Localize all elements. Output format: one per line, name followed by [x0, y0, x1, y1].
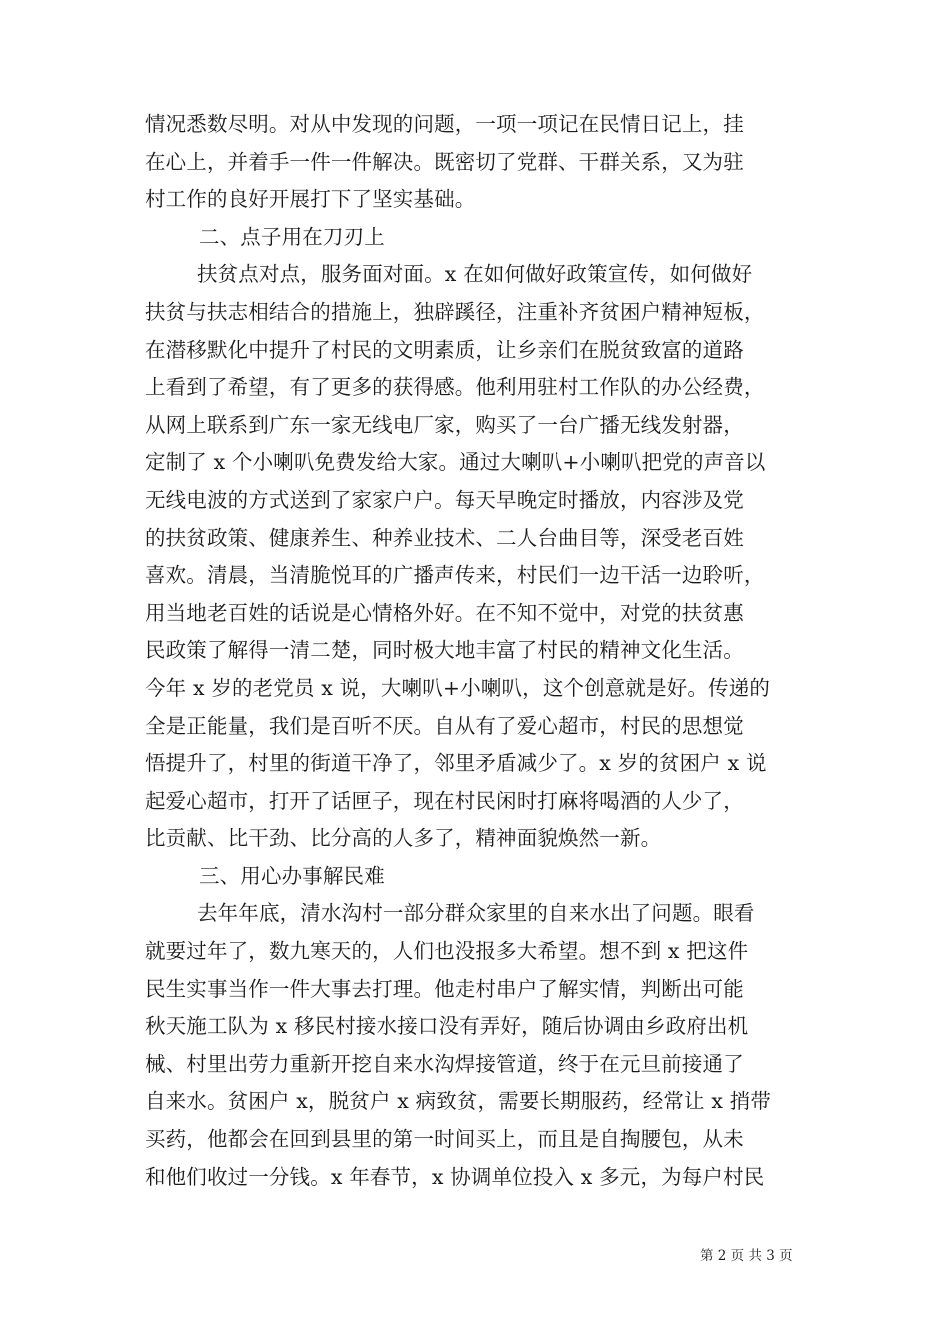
- section-heading: 三、用心办事解民难: [199, 863, 385, 888]
- document-body: [145, 106, 815, 1196]
- text-line: 秋天施工队为 x 移民村接水接口没有弄好，随后协调由乡政府出机: [145, 1014, 749, 1039]
- text-line: 无线电波的方式送到了家家户户。每天早晚定时播放，内容涉及党: [145, 487, 744, 512]
- text-line: 用当地老百姓的话说是心情格外好。在不知不觉中，对党的扶贫惠: [145, 600, 744, 625]
- text-line: 民生实事当作一件大事去打理。他走村串户了解实情，判断出可能: [145, 976, 744, 1001]
- text-line: 和他们收过一分钱。x 年春节，x 协调单位投入 x 多元，为每户村民: [145, 1164, 765, 1189]
- text-line: 情况悉数尽明。对从中发现的问题，一项一项记在民情日记上，挂: [145, 112, 744, 136]
- text-line: 比贡献、比干劲、比分高的人多了，精神面貌焕然一新。: [145, 826, 662, 851]
- text-line: 械、村里出劳力重新开挖自来水沟焊接管道，终于在元旦前接通了: [145, 1051, 744, 1076]
- text-line: 就要过年了，数九寒天的，人们也没报多大希望。想不到 x 把这件: [145, 939, 749, 964]
- text-line: 在潜移默化中提升了村民的文明素质，让乡亲们在脱贫致富的道路: [145, 337, 744, 362]
- text-line: 上看到了希望，有了更多的获得感。他利用驻村工作队的办公经费，: [145, 375, 765, 400]
- text-line: 村工作的良好开展打下了坚实基础。: [145, 187, 476, 212]
- text-line: 在心上，并着手一件一件解决。既密切了党群、干群关系，又为驻: [145, 149, 744, 174]
- text-line: 扶贫与扶志相结合的措施上，独辟蹊径，注重补齐贫困户精神短板，: [145, 299, 765, 324]
- text-line: 从网上联系到广东一家无线电厂家，购买了一台广播无线发射器，: [145, 412, 744, 437]
- text-line: 起爱心超市，打开了话匣子，现在村民闲时打麻将喝酒的人少了，: [145, 788, 744, 813]
- text-line: 全是正能量，我们是百听不厌。自从有了爱心超市，村民的思想觉: [145, 713, 744, 738]
- text-line: 民政策了解得一清二楚，同时极大地丰富了村民的精神文化生活。: [145, 638, 744, 663]
- text-line: 悟提升了，村里的街道干净了，邻里矛盾减少了。x 岁的贫困户 x 说: [145, 751, 767, 776]
- text-line: 自来水。贫困户 x，脱贫户 x 病致贫，需要长期服药，经常让 x 捎带: [145, 1089, 772, 1114]
- text-line: 的扶贫政策、健康养生、种养业技术、二人台曲目等，深受老百姓: [145, 525, 744, 550]
- paragraph-first-line: 扶贫点对点，服务面对面。x 在如何做好政策宣传，如何做好: [197, 262, 753, 287]
- page-number-footer: 第 2 页 共 3 页: [700, 1248, 793, 1264]
- section-heading: 二、点子用在刀刃上: [199, 224, 385, 249]
- paragraph-first-line: 去年年底，清水沟村一部分群众家里的自来水出了问题。眼看: [197, 901, 755, 926]
- text-line: 定制了 x 个小喇叭免费发给大家。通过大喇叭+小喇叭把党的声音以: [145, 450, 766, 475]
- text-line: 喜欢。清晨，当清脆悦耳的广播声传来，村民们一边干活一边聆听，: [145, 563, 765, 588]
- text-line: 买药，他都会在回到县里的第一时间买上，而且是自掏腰包，从未: [145, 1127, 744, 1152]
- text-line: 今年 x 岁的老党员 x 说，大喇叭+小喇叭，这个创意就是好。传递的: [145, 675, 770, 700]
